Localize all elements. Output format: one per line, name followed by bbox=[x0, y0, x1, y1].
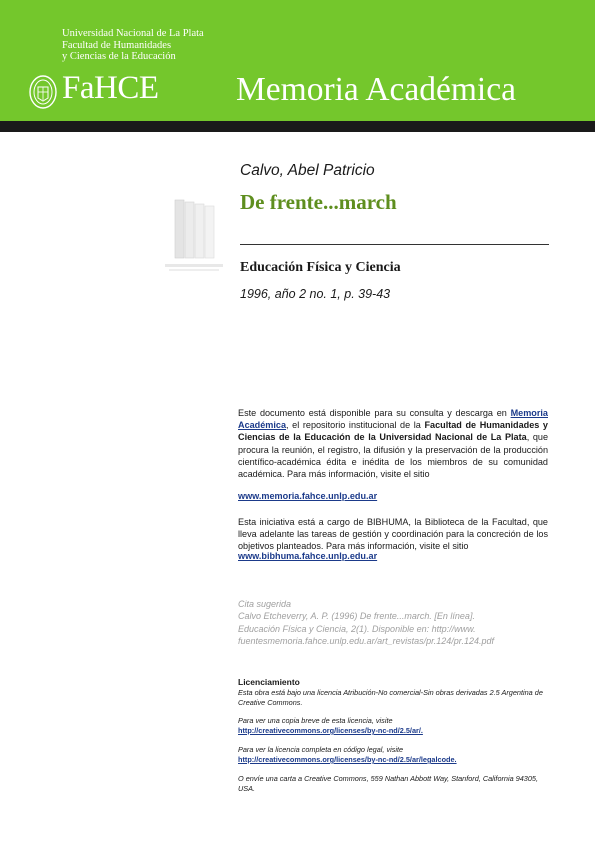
memoria-academica-link[interactable]: Memoria Académica bbox=[238, 408, 548, 431]
header-dark-bar bbox=[0, 121, 595, 132]
license-full-link[interactable]: http://creativecommons.org/licenses/by-nc-nd/2.5/ar/legalcode. bbox=[238, 755, 457, 764]
license-heading: Licenciamiento bbox=[238, 677, 300, 687]
bibhuma-text: Esta iniciativa está a cargo de BIBHUMA, la Biblioteca de la Facultad, que lleva adelante las tareas de gestión y coordinación para la concreción de los objetivos planteados. Para más información, visite el sitio bbox=[238, 517, 548, 552]
document-author: Calvo, Abel Patricio bbox=[240, 162, 375, 179]
bibhuma-url-link[interactable]: www.bibhuma.fahce.unlp.edu.ar bbox=[238, 551, 378, 561]
title-divider bbox=[240, 244, 549, 245]
faculty-line-2: y Ciencias de la Educación bbox=[62, 51, 176, 62]
bibhuma-paragraph bbox=[238, 516, 548, 553]
institution-name: Facultad de Humanidades y Ciencias de la Educación de la Universidad Nacional de La Plata bbox=[238, 420, 548, 443]
memoria-url-link[interactable]: www.memoria.fahce.unlp.edu.ar bbox=[238, 491, 378, 501]
repository-title: Memoria Académica bbox=[236, 71, 516, 108]
university-block bbox=[62, 28, 204, 63]
license-text: Esta obra está bajo una licencia Atribución-No comercial-Sin obras derivadas 2.5 Argentina de Creative Commons. bbox=[238, 688, 543, 707]
citation-label: Cita sugerida bbox=[238, 599, 292, 609]
header-band bbox=[0, 0, 595, 121]
license-full-label: Para ver la licencia completa en código legal, visite bbox=[238, 745, 404, 754]
suggested-citation bbox=[238, 598, 550, 647]
document-title: De frente...march bbox=[240, 190, 397, 214]
availability-text-a: Este documento está disponible para su consulta y descarga en bbox=[238, 408, 511, 418]
bibhuma-library-icon bbox=[165, 196, 223, 274]
availability-paragraph bbox=[238, 407, 548, 480]
availability-text-c: , que procura la reunión, el registro, la difusión y la preservación de la producción científico-académica édita e inédita de los miembros de su comunidad académica. Para más información, visite el sitio bbox=[238, 432, 549, 480]
license-short-link[interactable]: http://creativecommons.org/licenses/by-nc-nd/2.5/ar/. bbox=[238, 726, 423, 735]
fahce-logo: FaHCE bbox=[62, 70, 159, 106]
citation-line-1: Calvo Etcheverry, A. P. (1996) De frente...march. [En línea]. bbox=[238, 611, 475, 622]
faculty-line-1: Facultad de Humanidades bbox=[62, 39, 172, 51]
university-seal-icon bbox=[28, 74, 58, 110]
license-short-label: Para ver una copia breve de esta licencia, visite bbox=[238, 716, 393, 725]
issue-details: 1996, año 2 no. 1, p. 39-43 bbox=[240, 287, 391, 301]
university-name: Universidad Nacional de La Plata bbox=[62, 28, 204, 39]
citation-line-3: fuentesmemoria.fahce.unlp.edu.ar/art_revistas/pr.124/pr.124.pdf bbox=[238, 635, 494, 646]
license-mail-address: O envíe una carta a Creative Commons, 559 Nathan Abbott Way, Stanford, California 94305, USA. bbox=[238, 774, 539, 793]
citation-line-2: Educación Física y Ciencia, 2(1). Disponible en: http://www. bbox=[238, 623, 476, 634]
availability-text-b: , el repositorio institucional de la bbox=[286, 420, 425, 431]
journal-name: Educación Física y Ciencia bbox=[240, 260, 401, 275]
